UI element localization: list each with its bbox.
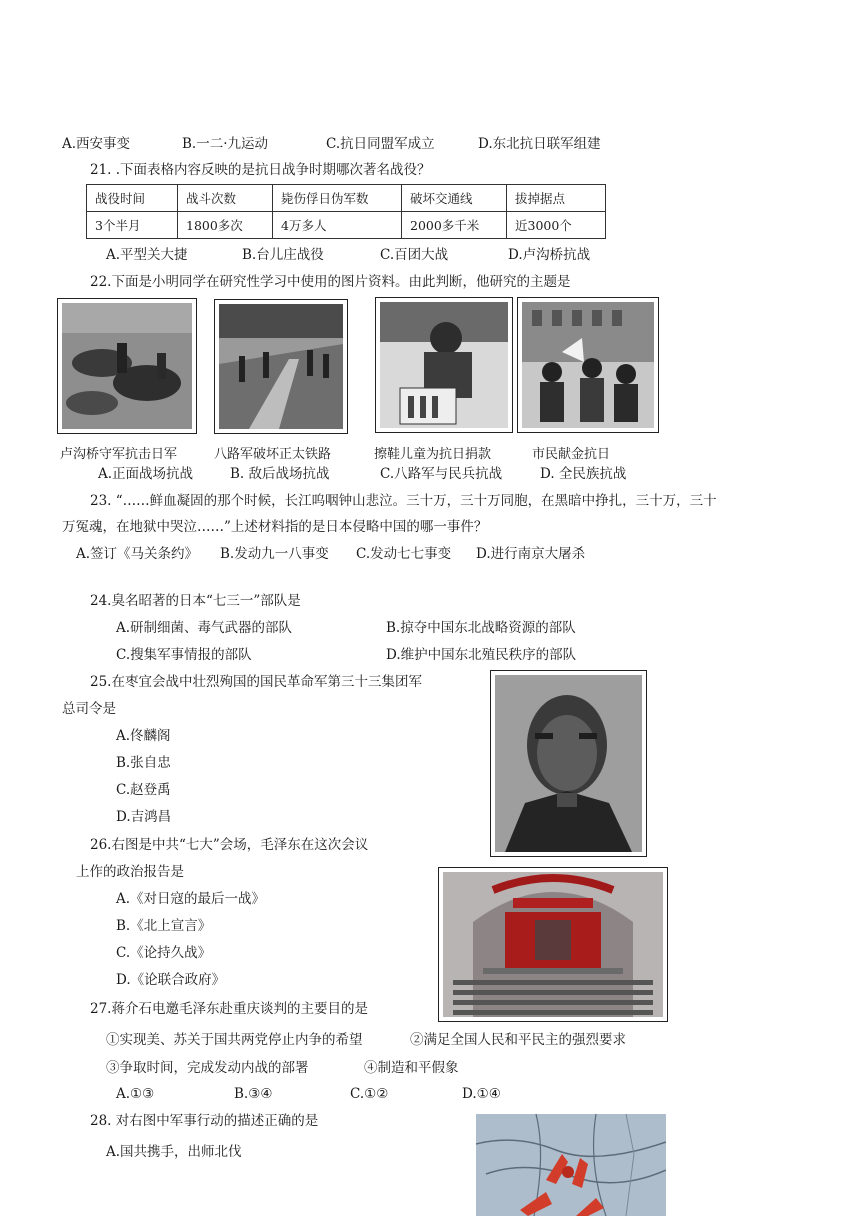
q26-option-b: B.《北上宣言》: [116, 918, 212, 934]
table-header-row: [87, 185, 606, 212]
q24-stem: 24.臭名昭著的日本“七三一”部队是: [90, 593, 301, 609]
railway-photo-icon: [219, 304, 343, 429]
caption-zhengtai-railway: 八路军破坏正太铁路: [214, 447, 332, 462]
q20-option-c: C.抗日同盟军成立: [326, 136, 435, 152]
q24-option-a: A.研制细菌、毒气武器的部队: [116, 620, 293, 636]
q21-table: [86, 184, 606, 239]
table-cell: 近3000个: [507, 212, 606, 239]
table-header-cell: 毙伤俘日伪军数: [273, 185, 402, 212]
q25-option-c: C.赵登禹: [116, 782, 171, 798]
q28-option-a: A.国共携手，出师北伐: [106, 1144, 242, 1160]
q27-option-d: D.①④: [462, 1086, 501, 1102]
q27-stem: 27.蒋介石电邀毛泽东赴重庆谈判的主要目的是: [90, 1001, 368, 1017]
q24-option-c: C.搜集军事情报的部队: [116, 647, 252, 663]
portrait-icon: [495, 675, 642, 852]
q24-option-b: B.掠夺中国东北战略资源的部队: [386, 620, 576, 636]
seventh-congress-hall-photo: [438, 867, 668, 1022]
table-row: [87, 212, 606, 239]
q26-option-c: C.《论持久战》: [116, 945, 212, 961]
q21-option-d: D.卢沟桥抗战: [508, 247, 591, 263]
q23-line-2: 万冤魂，在地狱中哭泣……”上述材料指的是日本侵略中国的哪一事件？: [62, 519, 488, 535]
q23-option-a: A.签订《马关条约》: [76, 546, 199, 562]
photo-citizens-donation: [517, 297, 659, 433]
q22-option-c: C.八路军与民兵抗战: [380, 466, 503, 482]
q27-item-4: ④制造和平假象: [364, 1060, 459, 1076]
q22-option-a: A.正面战场抗战: [98, 466, 194, 482]
map-icon: [476, 1114, 666, 1216]
q24-option-d: D.维护中国东北殖民秩序的部队: [386, 647, 577, 663]
q21-option-b: B.台儿庄战役: [242, 247, 324, 263]
q27-item-3: ③争取时间，完成发动内战的部署: [106, 1060, 309, 1076]
q27-item-2: ②满足全国人民和平民主的强烈要求: [410, 1032, 626, 1048]
table-cell: 4万多人: [273, 212, 402, 239]
q21-option-c: C.百团大战: [380, 247, 449, 263]
q20-option-a: A.西安事变: [62, 136, 131, 152]
q25-option-d: D.吉鸿昌: [116, 809, 172, 825]
q20-option-d: D.东北抗日联军组建: [478, 136, 601, 152]
q25-line-1: 25.在枣宜会战中壮烈殉国的国民革命军第三十三集团军: [90, 674, 422, 690]
caption-lugou-bridge: 卢沟桥守军抗击日军: [60, 447, 178, 462]
q28-stem: 28. 对右图中军事行动的描述正确的是: [90, 1113, 319, 1129]
q25-line-2: 总司令是: [62, 701, 116, 717]
q27-option-a: A.①③: [116, 1086, 155, 1102]
q23-line-1: 23. “……鲜血凝固的那个时候，长江呜咽钟山悲泣。三十万，三十万同胞，在黑暗中挣扎，三十万，三十: [90, 493, 717, 509]
q26-option-a: A.《对日寇的最后一战》: [116, 891, 266, 907]
q27-option-b: B.③④: [234, 1086, 273, 1102]
photo-lugou-bridge: [57, 298, 197, 434]
q21-stem: 21. .下面表格内容反映的是抗日战争时期哪次著名战役？: [90, 162, 431, 178]
table-cell: 3个半月: [87, 212, 178, 239]
q22-stem: 22.下面是小明同学在研究性学习中使用的图片资料。由此判断，他研究的主题是: [90, 274, 571, 290]
donation-photo-icon: [522, 302, 654, 428]
table-cell: 1800多次: [178, 212, 273, 239]
q23-option-c: C.发动七七事变: [356, 546, 452, 562]
photo-zhengtai-railway: [214, 299, 348, 434]
q23-option-d: D.进行南京大屠杀: [476, 546, 586, 562]
q20-option-b: B.一二·九运动: [182, 136, 269, 152]
table-header-cell: 拔掉据点: [507, 185, 606, 212]
caption-citizens-donation: 市民献金抗日: [532, 447, 611, 462]
q25-option-a: A.佟麟阁: [116, 728, 171, 744]
q23-option-b: B.发动九一八事变: [220, 546, 329, 562]
q26-line-1: 26.右图是中共“七大”会场，毛泽东在这次会议: [90, 837, 369, 853]
photo-shoeshine-boy: [375, 297, 513, 433]
table-header-cell: 战斗次数: [178, 185, 273, 212]
q25-option-b: B.张自忠: [116, 755, 171, 771]
military-map-photo: [476, 1114, 666, 1216]
portrait-photo: [490, 670, 647, 857]
q22-option-b: B. 敌后战场抗战: [230, 466, 330, 482]
congress-hall-icon: [443, 872, 663, 1017]
q27-option-c: C.①②: [350, 1086, 389, 1102]
shoeshine-photo-icon: [380, 302, 508, 428]
q22-option-d: D. 全民族抗战: [540, 466, 627, 482]
q26-line-2: 上作的政治报告是: [76, 864, 184, 880]
table-header-cell: 破坏交通线: [402, 185, 507, 212]
table-header-cell: 战役时间: [87, 185, 178, 212]
q21-option-a: A.平型关大捷: [106, 247, 188, 263]
q26-option-d: D.《论联合政府》: [116, 972, 226, 988]
caption-shoeshine-boy: 擦鞋儿童为抗日捐款: [374, 447, 492, 462]
table-cell: 2000多千米: [402, 212, 507, 239]
q27-item-1: ①实现美、苏关于国共两党停止内争的希望: [106, 1032, 363, 1048]
battle-photo-icon: [62, 303, 192, 429]
